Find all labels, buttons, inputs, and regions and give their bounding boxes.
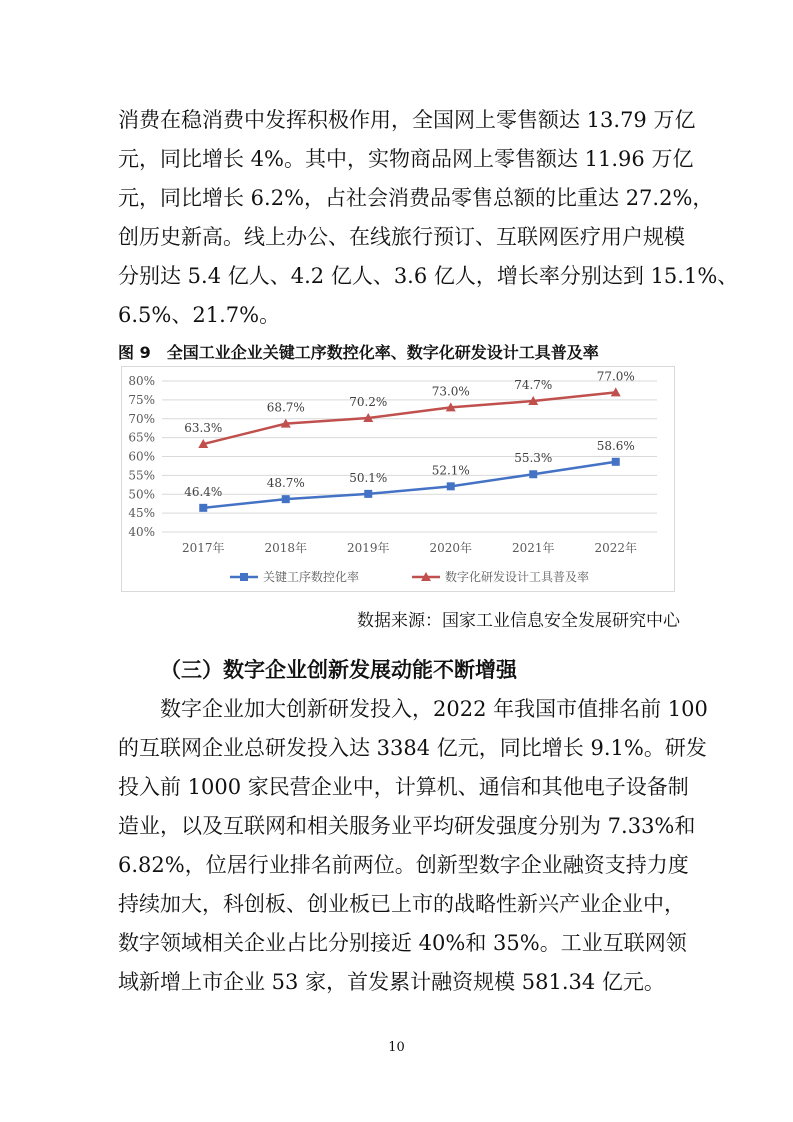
- text-line: 域新增上市企业 53 家，首发累计融资规模 581.34 亿元。: [118, 970, 665, 994]
- data-label: 74.7%: [514, 378, 553, 393]
- x-tick-label: 2019年: [346, 541, 390, 555]
- line-chart: [121, 366, 675, 592]
- y-tick-label: 70%: [128, 411, 155, 426]
- data-label: 52.1%: [431, 463, 470, 478]
- data-source: 数据来源：国家工业信息安全发展研究中心: [357, 611, 680, 631]
- text-line: 分别达 5.4 亿人、4.2 亿人、3.6 亿人，增长率分别达到 15.1%、: [118, 264, 739, 288]
- page-number: 10: [388, 1040, 405, 1055]
- text-line: 数字企业加大创新研发投入，2022 年我国市值排名前 100: [160, 697, 708, 721]
- data-point-marker: [612, 458, 620, 466]
- paragraph-consumption: [118, 101, 739, 335]
- data-point-marker: [282, 495, 290, 503]
- legend-marker: [240, 573, 248, 581]
- x-tick-label: 2021年: [511, 541, 555, 555]
- data-label: 77.0%: [596, 369, 635, 384]
- data-label: 46.4%: [184, 484, 223, 499]
- x-tick-label: 2022年: [594, 541, 638, 555]
- data-label: 48.7%: [266, 476, 305, 491]
- y-tick-label: 65%: [128, 430, 155, 445]
- y-tick-label: 50%: [128, 487, 155, 502]
- y-tick-label: 75%: [128, 392, 155, 407]
- figure-caption: 图 9 全国工业企业关键工序数控化率、数字化研发设计工具普及率: [118, 343, 599, 362]
- section-heading: （三）数字企业创新发展动能不断增强: [160, 658, 517, 682]
- data-label: 55.3%: [514, 451, 553, 466]
- series-line: [203, 462, 616, 508]
- data-label: 68.7%: [266, 400, 305, 415]
- x-tick-label: 2017年: [181, 541, 225, 555]
- y-tick-label: 60%: [128, 449, 155, 464]
- data-label: 63.3%: [184, 421, 223, 436]
- y-tick-label: 80%: [128, 374, 155, 388]
- legend-label: 关键工序数控化率: [263, 570, 360, 584]
- data-point-marker: [199, 504, 207, 512]
- legend-label: 数字化研发设计工具普及率: [445, 570, 590, 584]
- text-line: 元，同比增长 4%。其中，实物商品网上零售额达 11.96 万亿: [118, 147, 694, 171]
- data-point-marker: [529, 470, 537, 478]
- y-tick-label: 45%: [128, 506, 155, 521]
- y-tick-label: 55%: [128, 468, 155, 483]
- text-line: 投入前 1000 家民营企业中，计算机、通信和其他电子设备制: [118, 775, 689, 799]
- text-line: 消费在稳消费中发挥积极作用，全国网上零售额达 13.79 万亿: [118, 108, 696, 132]
- x-tick-label: 2020年: [429, 541, 473, 555]
- text-line: 创历史新高。线上办公、在线旅行预订、互联网医疗用户规模: [118, 225, 685, 249]
- text-line: 数字领域相关企业占比分别接近 40%和 35%。工业互联网领: [118, 931, 687, 955]
- text-line: 6.5%、21.7%。: [118, 303, 281, 327]
- text-line: 持续加大，科创板、创业板已上市的战略性新兴产业企业中，: [118, 892, 685, 916]
- text-line: 的互联网企业总研发投入达 3384 亿元，同比增长 9.1%。研发: [118, 736, 707, 760]
- data-label: 70.2%: [349, 394, 388, 409]
- data-point-marker: [447, 482, 455, 490]
- data-label: 50.1%: [349, 470, 388, 485]
- text-line: 造业，以及互联网和相关服务业平均研发强度分别为 7.33%和: [118, 814, 696, 838]
- data-label: 58.6%: [596, 438, 635, 453]
- data-point-marker: [364, 490, 372, 498]
- y-tick-label: 40%: [128, 525, 155, 539]
- paragraph-rd-investment: [118, 690, 708, 1002]
- data-label: 73.0%: [431, 384, 470, 399]
- text-line: 元，同比增长 6.2%，占社会消费品零售总额的比重达 27.2%，: [118, 186, 714, 210]
- text-line: 6.82%，位居行业排名前两位。创新型数字企业融资支持力度: [118, 853, 689, 877]
- x-tick-label: 2018年: [264, 541, 308, 555]
- chart-svg: [122, 367, 674, 591]
